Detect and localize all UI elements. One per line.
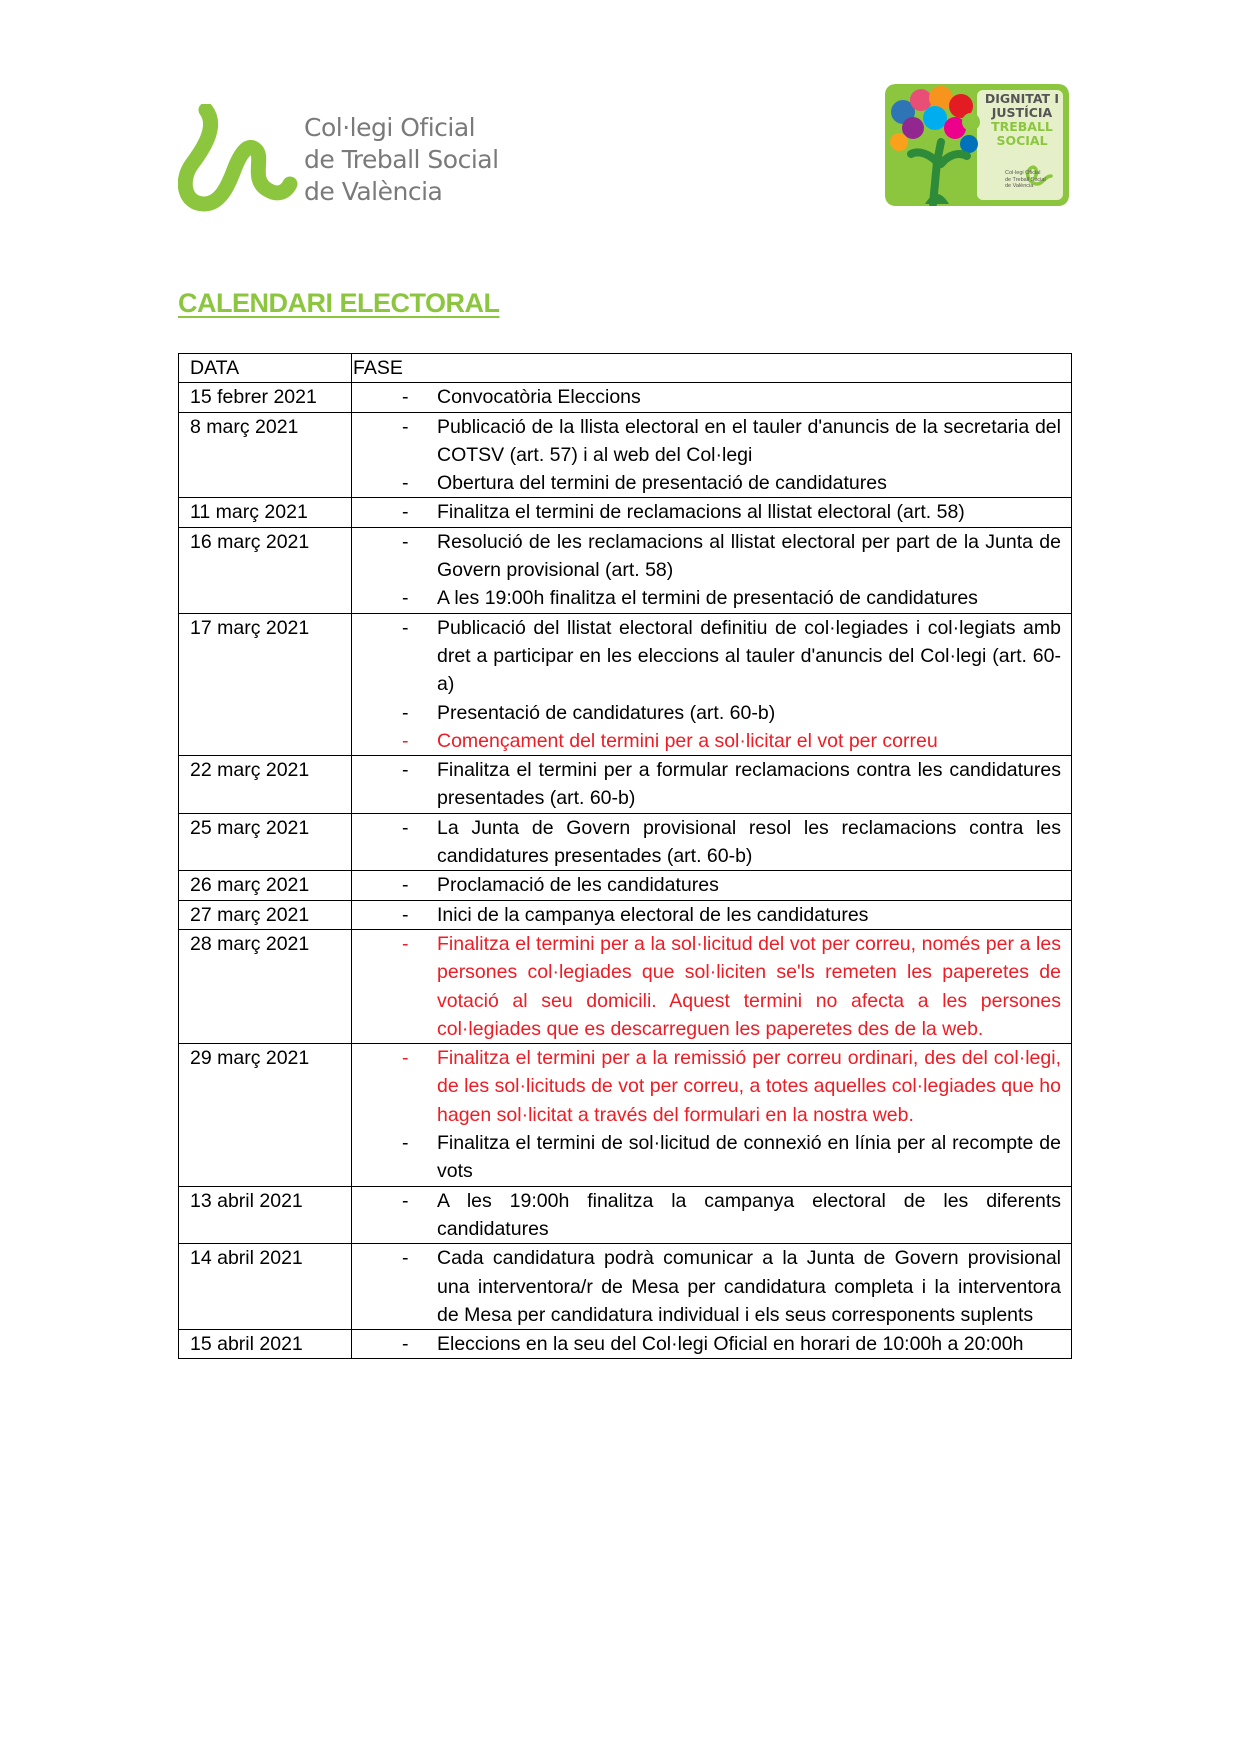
table-row: [179, 383, 1072, 412]
bullet-dash: -: [402, 501, 409, 524]
row-date: 29 març 2021: [179, 1044, 352, 1186]
phase-text: Inici de la campanya electoral de les candidatures: [437, 903, 869, 926]
phase-item: [352, 1044, 1061, 1129]
phase-list: [352, 756, 1061, 813]
table-row: [179, 1330, 1072, 1359]
phase-item: [352, 727, 1061, 755]
phase-item: [352, 814, 1061, 871]
phase-text: Proclamació de les candidatures: [437, 874, 719, 897]
bullet-dash: -: [402, 932, 409, 955]
phase-item: [352, 528, 1061, 585]
table-row: [179, 498, 1072, 527]
header-phase: [352, 354, 1072, 383]
phase-text: A les 19:00h finalitza el termini de presentació de candidatures: [437, 587, 978, 610]
phase-item: [352, 469, 1061, 497]
bullet-dash: -: [402, 816, 409, 839]
phase-text: Obertura del termini de presentació de candidatures: [437, 472, 887, 495]
logo-right-small-line: de València: [1005, 183, 1034, 189]
row-date: 17 març 2021: [179, 613, 352, 755]
row-phases: [352, 929, 1072, 1043]
row-date: 14 abril 2021: [179, 1244, 352, 1330]
phase-item: [352, 383, 1061, 411]
row-phases: [352, 756, 1072, 814]
electoral-calendar-table: [178, 353, 1072, 1359]
phase-text: Finalitza el termini de reclamacions al llistat electoral (art. 58): [437, 501, 965, 524]
phase-list: [352, 1044, 1061, 1185]
phase-item: [352, 930, 1061, 1043]
phase-list: [352, 383, 1061, 411]
table-row: [179, 900, 1072, 929]
bullet-dash: -: [402, 386, 409, 409]
table-header-row: [179, 354, 1072, 383]
phase-list: [352, 930, 1061, 1043]
phase-list: [352, 1330, 1061, 1358]
table-row: [179, 871, 1072, 900]
phase-list: [352, 498, 1061, 526]
phase-item: [352, 1330, 1061, 1358]
table-row: [179, 412, 1072, 498]
bullet-dash: -: [402, 729, 409, 752]
phase-text: Començament del termini per a sol·licitar el vot per correu: [437, 729, 938, 752]
phase-list: [352, 614, 1061, 755]
row-date: 15 febrer 2021: [179, 383, 352, 412]
row-date: 15 abril 2021: [179, 1330, 352, 1359]
row-phases: [352, 527, 1072, 613]
phase-text: Eleccions en la seu del Col·legi Oficial en horari de 10:00h a 20:00h: [437, 1333, 1024, 1356]
phase-item: [352, 614, 1061, 699]
row-phases: [352, 412, 1072, 498]
row-date: 11 març 2021: [179, 498, 352, 527]
phase-text: Convocatòria Eleccions: [437, 386, 641, 409]
phase-text: Resolució de les reclamacions al llistat electoral per part de la Junta de Govern provisional (art. 58): [437, 530, 1061, 582]
phase-text: Cada candidatura podrà comunicar a la Junta de Govern provisional una interventora/r de Mesa per candidatura completa i la interventora de Mesa per candidatura individual i els seus corresponents suplents: [437, 1247, 1061, 1326]
bullet-dash: -: [402, 903, 409, 926]
row-phases: [352, 613, 1072, 755]
phase-list: [352, 1187, 1061, 1244]
row-phases: [352, 871, 1072, 900]
logo-right-line: JUSTÍCIA: [991, 105, 1053, 120]
phase-text: Publicació del llistat electoral definitiu de col·legiades i col·legiats amb dret a participar en les eleccions al tauler d'anuncis del Col·legi (art. 60-a): [437, 616, 1061, 696]
header-phase-label: FASE: [353, 357, 403, 379]
phase-item: [352, 699, 1061, 727]
bullet-dash: -: [402, 1333, 409, 1356]
row-phases: [352, 1244, 1072, 1330]
row-date: 25 març 2021: [179, 813, 352, 871]
row-phases: [352, 900, 1072, 929]
college-name-line: de València: [304, 177, 443, 206]
bullet-dash: -: [402, 759, 409, 782]
phase-text: La Junta de Govern provisional resol les reclamacions contra les candidatures presentades (art. 60-b): [437, 816, 1061, 868]
college-logo: [178, 104, 498, 214]
table-row: [179, 1186, 1072, 1244]
bullet-dash: -: [402, 874, 409, 897]
phase-list: [352, 901, 1061, 929]
table-body: [179, 383, 1072, 1359]
row-phases: [352, 1186, 1072, 1244]
logo-right-line: TREBALL: [991, 119, 1053, 134]
phase-text: A les 19:00h finalitza la campanya electoral de les diferents candidatures: [437, 1189, 1061, 1240]
table-row: [179, 1244, 1072, 1330]
phase-text: Finalitza el termini per a la remissió per correu ordinari, des del col·legi, de les sol·licituds de vot per correu, a totes aquelles col·legiades que ho hagen sol·licitat a través del formulari en la nostra web.: [437, 1047, 1061, 1126]
row-phases: [352, 813, 1072, 871]
phase-item: [352, 756, 1061, 813]
table-row: [179, 613, 1072, 755]
row-date: 13 abril 2021: [179, 1186, 352, 1244]
phase-text: Finalitza el termini per a la sol·licitud del vot per correu, només per a les persones col·legiades que sol·liciten se'ls remeten les paperetes de votació al seu domicili. Aquest termini no afecta a les persones col·legiades que es descarreguen les paperetes des de la web.: [437, 932, 1061, 1040]
bullet-dash: -: [402, 415, 409, 438]
logo-right-small-line: Col·legi Oficial: [1005, 170, 1041, 176]
bullet-dash: -: [402, 472, 409, 495]
bullet-dash: -: [402, 616, 409, 639]
college-name-line: de Treball Social: [304, 145, 499, 174]
logo-right-line: SOCIAL: [996, 133, 1048, 148]
phase-item: [352, 901, 1061, 929]
phase-item: [352, 871, 1061, 899]
row-date: 26 març 2021: [179, 871, 352, 900]
phase-item: [352, 413, 1061, 470]
table-row: [179, 756, 1072, 814]
bullet-dash: -: [402, 1189, 409, 1212]
phase-list: [352, 528, 1061, 613]
row-phases: [352, 1330, 1072, 1359]
phase-item: [352, 1244, 1061, 1329]
table-row: [179, 929, 1072, 1043]
row-phases: [352, 1044, 1072, 1186]
bullet-dash: -: [402, 530, 409, 553]
row-date: 8 març 2021: [179, 412, 352, 498]
phase-list: [352, 413, 1061, 498]
logo-right-caption: [982, 92, 1062, 148]
college-name: [304, 112, 499, 208]
phase-item: [352, 1187, 1061, 1244]
table-row: [179, 1044, 1072, 1186]
phase-item: [352, 498, 1061, 526]
page-title: CALENDARI ELECTORAL: [178, 288, 500, 318]
phase-text: Publicació de la llista electoral en el tauler d'anuncis de la secretaria del COTSV (art. 57) i al web del Col·legi: [437, 415, 1061, 466]
dignity-justice-logo: [885, 84, 1069, 206]
phase-list: [352, 1244, 1061, 1329]
logo-right-line: DIGNITAT I: [984, 91, 1060, 106]
phase-text: Presentació de candidatures (art. 60-b): [437, 701, 776, 724]
phase-text: Finalitza el termini de sol·licitud de connexió en línia per al recompte de vots: [437, 1132, 1061, 1183]
bullet-dash: -: [402, 701, 409, 724]
row-date: 22 març 2021: [179, 756, 352, 814]
college-name-line: Col·legi Oficial: [304, 113, 476, 142]
row-date: 27 març 2021: [179, 900, 352, 929]
phase-item: [352, 1129, 1061, 1186]
row-date: 28 març 2021: [179, 929, 352, 1043]
bullet-dash: -: [402, 1047, 409, 1070]
logo-right-small-caption: [1005, 170, 1065, 190]
logo-right-small-line: de Treball Social: [1005, 176, 1046, 183]
phase-list: [352, 871, 1061, 899]
row-phases: [352, 383, 1072, 412]
bullet-dash: -: [402, 587, 409, 610]
header-date: DATA: [179, 354, 352, 383]
row-phases: [352, 498, 1072, 527]
bullet-dash: -: [402, 1132, 409, 1155]
college-logo-mark-icon: [178, 104, 298, 214]
bullet-dash: -: [402, 1247, 409, 1270]
phase-text: Finalitza el termini per a formular reclamacions contra les candidatures presentades (art. 60-b): [437, 759, 1061, 810]
phase-list: [352, 814, 1061, 871]
phase-item: [352, 584, 1061, 612]
row-date: 16 març 2021: [179, 527, 352, 613]
table-row: [179, 813, 1072, 871]
table-row: [179, 527, 1072, 613]
